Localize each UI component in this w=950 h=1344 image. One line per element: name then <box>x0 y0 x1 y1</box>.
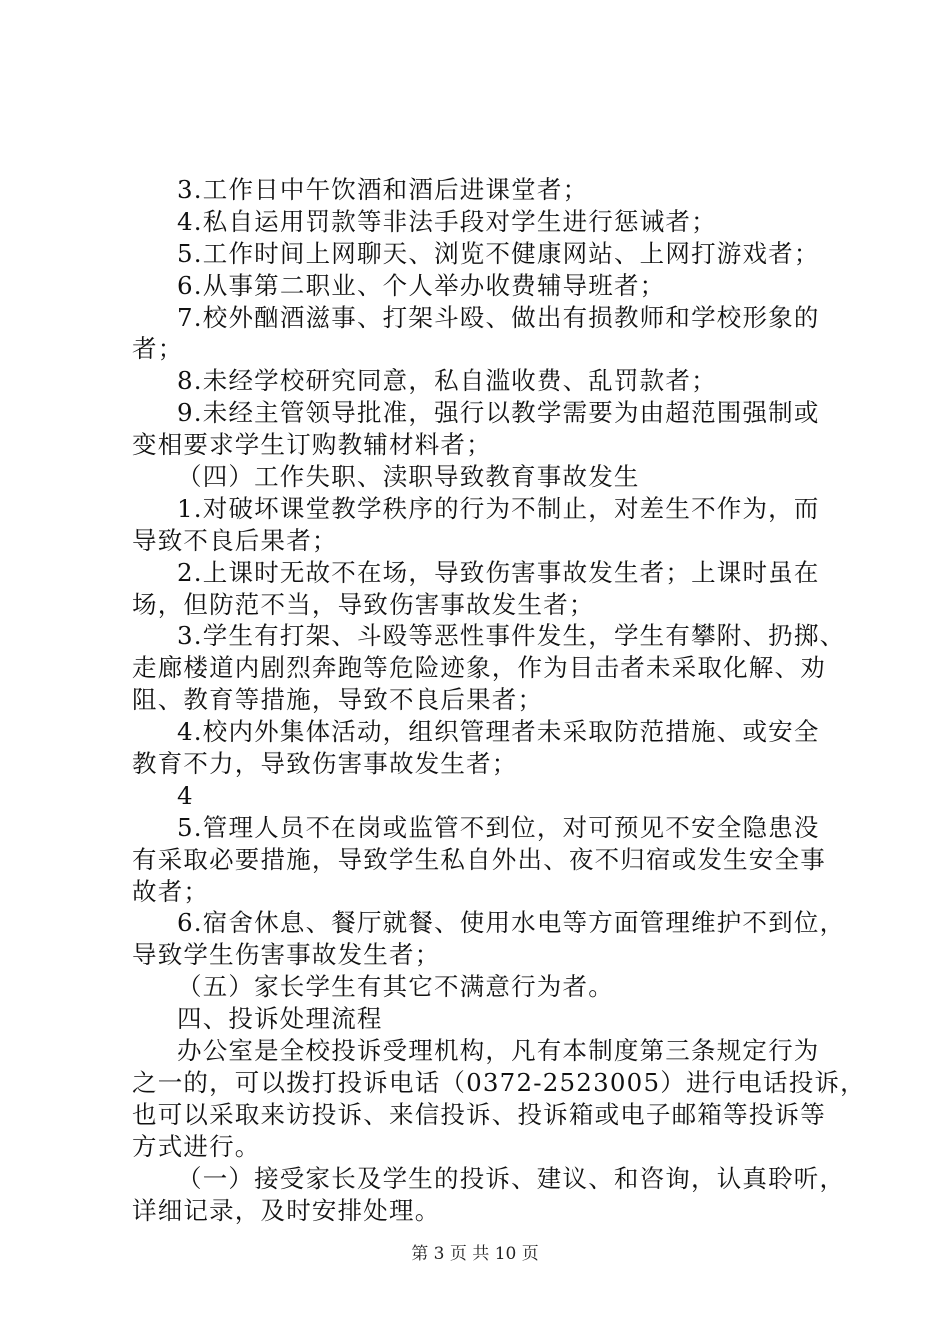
text-line: 有采取必要措施，导致学生私自外出、夜不归宿或发生安全事 <box>132 844 826 874</box>
text-line: 3.学生有打架、斗殴等恶性事件发生，学生有攀附、扔掷、 <box>177 621 846 651</box>
text-line: 4 <box>177 780 194 810</box>
text-line: 8.未经学校研究同意，私自滥收费、乱罚款者； <box>177 366 717 396</box>
text-line: 详细记录，及时安排处理。 <box>132 1195 441 1225</box>
text-line: 教育不力，导致伤害事故发生者； <box>132 749 518 779</box>
text-line: 导致学生伤害事故发生者； <box>132 940 441 970</box>
text-line: 办公室是全校投诉受理机构，凡有本制度第三条规定行为 <box>177 1036 820 1066</box>
text-line: 故者； <box>132 876 210 906</box>
text-line: 2.上课时无故不在场，导致伤害事故发生者；上课时虽在 <box>177 557 820 587</box>
text-line: 变相要求学生订购教辅材料者； <box>132 430 492 460</box>
body-text <box>132 174 866 1226</box>
text-line: 场，但防范不当，导致伤害事故发生者； <box>132 589 595 619</box>
text-line: 四、投诉处理流程 <box>177 1004 383 1034</box>
text-line: 1.对破坏课堂教学秩序的行为不制止，对差生不作为，而 <box>177 493 820 523</box>
text-line: 导致不良后果者； <box>132 525 338 555</box>
text-line: 5.工作时间上网聊天、浏览不健康网站、上网打游戏者； <box>177 238 820 268</box>
text-line: 5.管理人员不在岗或监管不到位，对可预见不安全隐患没 <box>177 812 820 842</box>
text-line: 6.宿舍休息、餐厅就餐、使用水电等方面管理维护不到位， <box>177 908 846 938</box>
text-line: 走廊楼道内剧烈奔跑等危险迹象，作为目击者未采取化解、劝 <box>132 653 826 683</box>
text-line: 阻、教育等措施，导致不良后果者； <box>132 685 544 715</box>
text-line: （一）接受家长及学生的投诉、建议、和咨询，认真聆听， <box>177 1163 846 1193</box>
text-line: 3.工作日中午饮酒和酒后进课堂者； <box>177 175 589 204</box>
text-line: 9.未经主管领导批准，强行以教学需要为由超范围强制或 <box>177 398 820 428</box>
page-footer: 第 3 页 共 10 页 <box>411 1244 539 1264</box>
text-line: 4.校内外集体活动，组织管理者未采取防范措施、或安全 <box>177 717 820 747</box>
text-line: 者； <box>132 334 184 364</box>
text-line: （五）家长学生有其它不满意行为者。 <box>177 972 614 1002</box>
text-line: 6.从事第二职业、个人举办收费辅导班者； <box>177 270 666 300</box>
text-line: 4.私自运用罚款等非法手段对学生进行惩诫者； <box>177 206 717 236</box>
text-line: 之一的，可以拨打投诉电话（0372-2523005）进行电话投诉， <box>132 1067 866 1097</box>
text-line: 方式进行。 <box>132 1131 261 1161</box>
text-line: 7.校外酗酒滋事、打架斗殴、做出有损教师和学校形象的 <box>177 302 820 332</box>
text-line: （四）工作失职、渎职导致教育事故发生 <box>177 462 640 492</box>
text-line: 也可以采取来访投诉、来信投诉、投诉箱或电子邮箱等投诉等 <box>132 1099 826 1129</box>
